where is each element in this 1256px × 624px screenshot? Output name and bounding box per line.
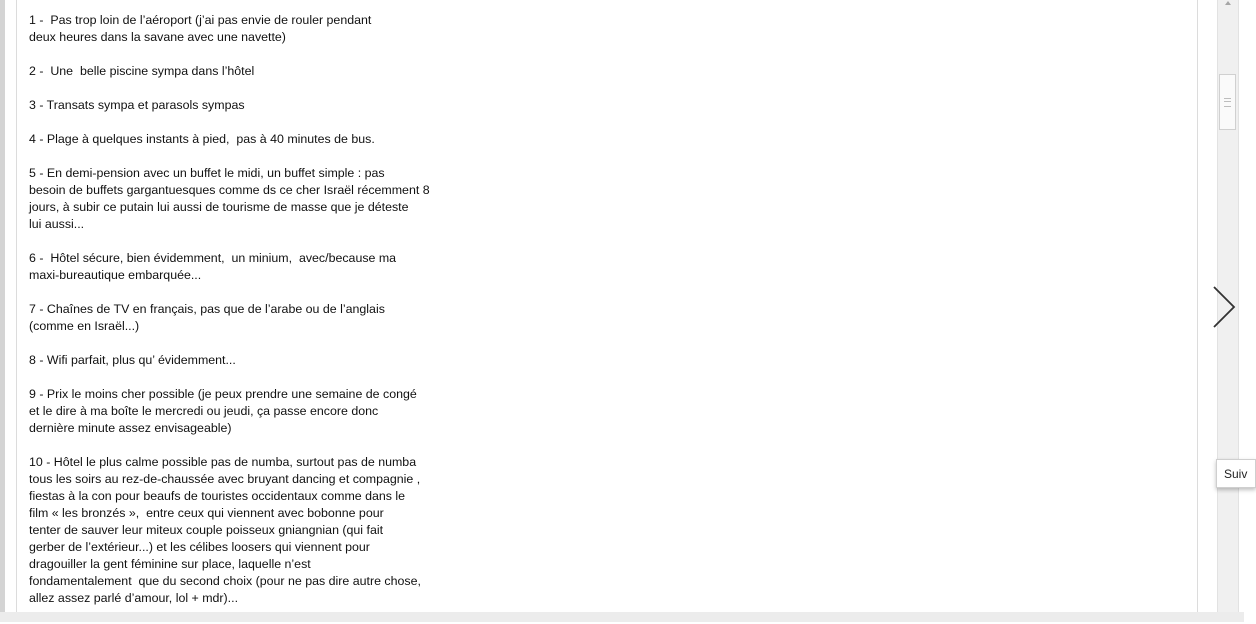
- list-item-8: 8 - Wifi parfait, plus qu’ évidemment...: [29, 353, 236, 367]
- list-item-5: 5 - En demi-pension avec un buffet le midi, un buffet simple : pas besoin de buffets gargantuesques comme ds ce cher Israël récemment 8 jours, à subir ce putain lui aussi de tourisme de masse que je déteste lui aussi...: [29, 166, 430, 231]
- post-body: [29, 12, 489, 624]
- next-tooltip: Suiv: [1216, 459, 1256, 488]
- list-item-7: 7 - Chaînes de TV en français, pas que de l’arabe ou de l’anglais (comme en Israël...): [29, 302, 385, 333]
- next-button[interactable]: [1206, 280, 1240, 334]
- list-item-4: 4 - Plage à quelques instants à pied, pas à 40 minutes de bus.: [29, 132, 375, 146]
- left-edge-strip: [0, 0, 5, 612]
- scroll-up-button[interactable]: [1220, 0, 1236, 10]
- list-item-1: 1 - Pas trop loin de l’aéroport (j’ai pas envie de rouler pendant deux heures dans la savane avec une navette): [29, 13, 372, 44]
- chevron-right-icon: [1206, 280, 1240, 334]
- list-item-9: 9 - Prix le moins cher possible (je peux prendre une semaine de congé et le dire à ma boîte le mercredi ou jeudi, ça passe encore donc dernière minute assez envisageable): [29, 387, 417, 435]
- list-item-6: 6 - Hôtel sécure, bien évidemment, un minium, avec/because ma maxi-bureautique embarquée...: [29, 251, 397, 282]
- message-content-panel: [16, 0, 1198, 612]
- list-item-10: 10 - Hôtel le plus calme possible pas de numba, surtout pas de numba tous les soirs au rez-de-chaussée avec bruyant dancing et compagnie , fiestas à la con pour beaufs de touristes occidentaux comme dans le film « les bronzés », entre ceux qui viennent avec bobonne pour tenter de sauver leur miteux couple poisseux gniangnian (qui fait gerber de l’extérieur...) et les célibes loosers qui viennent pour dragouiller la gent féminine sur place, laquelle n’est fondamentalement que du second choix (pour ne pas dire autre chose, allez assez parlé d’amour, lol + mdr)...: [29, 455, 421, 605]
- bottom-bar: [0, 612, 1244, 622]
- list-item-3: 3 - Transats sympa et parasols sympas: [29, 98, 245, 112]
- grip-lines-icon: [1224, 98, 1231, 107]
- triangle-up-icon: [1223, 0, 1233, 8]
- scroll-thumb[interactable]: [1219, 74, 1236, 130]
- list-item-2: 2 - Une belle piscine sympa dans l’hôtel: [29, 64, 255, 78]
